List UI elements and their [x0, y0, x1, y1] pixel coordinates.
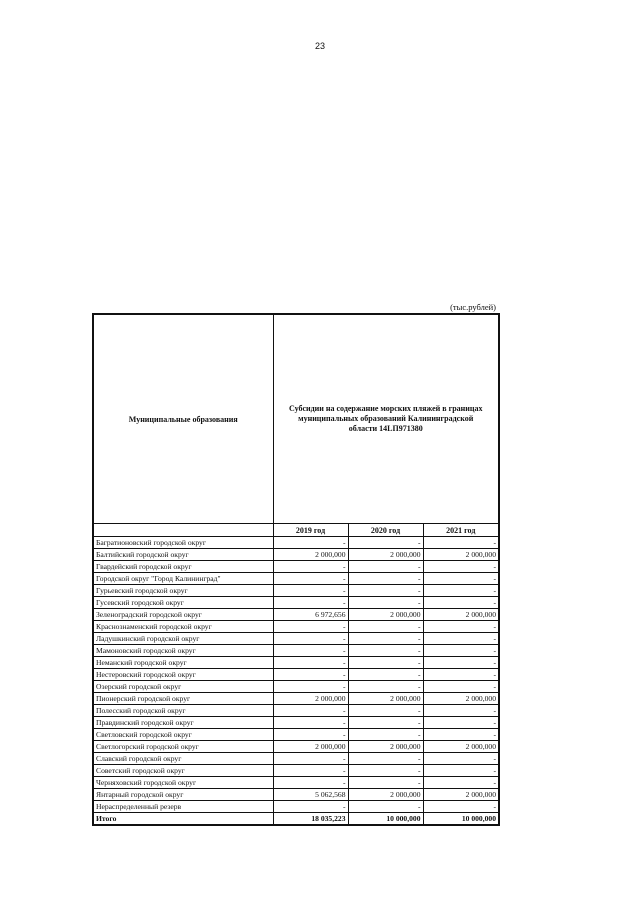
- value-cell-2020: 2 000,000: [348, 609, 423, 621]
- total-label: Итого: [93, 813, 273, 826]
- value-cell-2020: -: [348, 717, 423, 729]
- value-cell-2019: 2 000,000: [273, 693, 348, 705]
- value-cell-2019: -: [273, 597, 348, 609]
- value-cell-2021: -: [423, 645, 499, 657]
- value-cell-2019: -: [273, 705, 348, 717]
- total-value-2021: 10 000,000: [423, 813, 499, 826]
- total-row: [93, 813, 499, 826]
- value-cell-2019: -: [273, 645, 348, 657]
- value-cell-2021: 2 000,000: [423, 609, 499, 621]
- value-cell-2019: 6 972,656: [273, 609, 348, 621]
- table-row: [93, 645, 499, 657]
- header-subsidy: Субсидии на содержание морских пляжей в границах муниципальных образований Калининградской области 14LП971380: [273, 314, 499, 524]
- value-cell-2021: 2 000,000: [423, 549, 499, 561]
- total-value-2020: 10 000,000: [348, 813, 423, 826]
- table-row: [93, 717, 499, 729]
- table-row: [93, 741, 499, 753]
- value-cell-2019: -: [273, 633, 348, 645]
- value-cell-2020: -: [348, 561, 423, 573]
- value-cell-2019: -: [273, 537, 348, 549]
- value-cell-2021: -: [423, 717, 499, 729]
- municipality-name: Светловский городской округ: [93, 729, 273, 741]
- value-cell-2021: -: [423, 597, 499, 609]
- value-cell-2021: -: [423, 765, 499, 777]
- value-cell-2019: -: [273, 717, 348, 729]
- value-cell-2020: -: [348, 645, 423, 657]
- value-cell-2019: 2 000,000: [273, 741, 348, 753]
- municipality-name: Правдинский городской округ: [93, 717, 273, 729]
- year-header-2020: 2020 год: [348, 524, 423, 537]
- table-row: [93, 573, 499, 585]
- value-cell-2020: -: [348, 681, 423, 693]
- value-cell-2019: -: [273, 729, 348, 741]
- value-cell-2020: -: [348, 669, 423, 681]
- value-cell-2021: -: [423, 657, 499, 669]
- value-cell-2019: -: [273, 621, 348, 633]
- value-cell-2021: -: [423, 537, 499, 549]
- municipality-name: Краснознаменский городской округ: [93, 621, 273, 633]
- municipality-name: Черняховский городской округ: [93, 777, 273, 789]
- table-row: [93, 753, 499, 765]
- value-cell-2021: 2 000,000: [423, 693, 499, 705]
- table-row: [93, 729, 499, 741]
- value-cell-2021: -: [423, 729, 499, 741]
- value-cell-2020: -: [348, 765, 423, 777]
- table-row: [93, 537, 499, 549]
- value-cell-2021: -: [423, 573, 499, 585]
- units-label: (тыс.рублей): [450, 302, 496, 312]
- table-row: [93, 657, 499, 669]
- municipality-name: Ладушкинский городской округ: [93, 633, 273, 645]
- value-cell-2020: -: [348, 729, 423, 741]
- value-cell-2021: -: [423, 585, 499, 597]
- value-cell-2020: -: [348, 621, 423, 633]
- page-number: 23: [314, 41, 325, 51]
- municipality-name: Зеленоградский городской округ: [93, 609, 273, 621]
- value-cell-2021: -: [423, 753, 499, 765]
- value-cell-2020: -: [348, 537, 423, 549]
- municipality-name: Гвардейский городской округ: [93, 561, 273, 573]
- municipality-name: Мамоновский городской округ: [93, 645, 273, 657]
- value-cell-2019: -: [273, 561, 348, 573]
- value-cell-2019: -: [273, 669, 348, 681]
- table-row: [93, 633, 499, 645]
- municipality-name: Нераспределенный резерв: [93, 801, 273, 813]
- value-cell-2021: -: [423, 669, 499, 681]
- municipality-name: Гурьевский городской округ: [93, 585, 273, 597]
- value-cell-2021: -: [423, 621, 499, 633]
- value-cell-2021: -: [423, 777, 499, 789]
- municipality-name: Светлогорский городской округ: [93, 741, 273, 753]
- year-header-2019: 2019 год: [273, 524, 348, 537]
- municipality-name: Янтарный городской округ: [93, 789, 273, 801]
- value-cell-2020: -: [348, 777, 423, 789]
- value-cell-2020: -: [348, 585, 423, 597]
- table-row: [93, 585, 499, 597]
- value-cell-2020: 2 000,000: [348, 789, 423, 801]
- table-row: [93, 597, 499, 609]
- value-cell-2021: -: [423, 801, 499, 813]
- value-cell-2019: -: [273, 573, 348, 585]
- header-blank-cell: [93, 524, 273, 537]
- municipality-name: Полесский городской округ: [93, 705, 273, 717]
- table-row: [93, 789, 499, 801]
- header-municipality: Муниципальные образования: [93, 314, 273, 524]
- value-cell-2019: -: [273, 681, 348, 693]
- value-cell-2020: 2 000,000: [348, 549, 423, 561]
- value-cell-2020: -: [348, 801, 423, 813]
- value-cell-2021: -: [423, 705, 499, 717]
- municipality-name: Городской округ "Город Калининград": [93, 573, 273, 585]
- subsidy-table: [92, 313, 500, 826]
- table-row: [93, 765, 499, 777]
- table-row: [93, 669, 499, 681]
- municipality-name: Нестеровский городской округ: [93, 669, 273, 681]
- total-value-2019: 18 035,223: [273, 813, 348, 826]
- table-row: [93, 609, 499, 621]
- table-row: [93, 705, 499, 717]
- municipality-name: Неманский городской округ: [93, 657, 273, 669]
- municipality-name: Гусевский городской округ: [93, 597, 273, 609]
- value-cell-2020: 2 000,000: [348, 741, 423, 753]
- value-cell-2021: 2 000,000: [423, 741, 499, 753]
- table-row: [93, 561, 499, 573]
- municipality-name: Озерский городской округ: [93, 681, 273, 693]
- value-cell-2021: 2 000,000: [423, 789, 499, 801]
- municipality-name: Балтийский городской округ: [93, 549, 273, 561]
- value-cell-2021: -: [423, 681, 499, 693]
- year-header-2021: 2021 год: [423, 524, 499, 537]
- table-row: [93, 681, 499, 693]
- value-cell-2020: -: [348, 705, 423, 717]
- municipality-name: Славский городской округ: [93, 753, 273, 765]
- table-row: [93, 693, 499, 705]
- value-cell-2020: -: [348, 573, 423, 585]
- table-row: [93, 621, 499, 633]
- municipality-name: Советский городской округ: [93, 765, 273, 777]
- municipality-name: Пионерский городской округ: [93, 693, 273, 705]
- value-cell-2019: -: [273, 753, 348, 765]
- value-cell-2019: -: [273, 765, 348, 777]
- table-row: [93, 777, 499, 789]
- value-cell-2020: -: [348, 633, 423, 645]
- value-cell-2021: -: [423, 633, 499, 645]
- value-cell-2019: -: [273, 777, 348, 789]
- value-cell-2019: 5 062,568: [273, 789, 348, 801]
- value-cell-2020: 2 000,000: [348, 693, 423, 705]
- value-cell-2019: -: [273, 657, 348, 669]
- value-cell-2019: 2 000,000: [273, 549, 348, 561]
- value-cell-2019: -: [273, 801, 348, 813]
- value-cell-2021: -: [423, 561, 499, 573]
- table-row: [93, 801, 499, 813]
- value-cell-2019: -: [273, 585, 348, 597]
- value-cell-2020: -: [348, 753, 423, 765]
- municipality-name: Багратионовский городской округ: [93, 537, 273, 549]
- value-cell-2020: -: [348, 597, 423, 609]
- table-body: [93, 537, 499, 826]
- value-cell-2020: -: [348, 657, 423, 669]
- table-row: [93, 549, 499, 561]
